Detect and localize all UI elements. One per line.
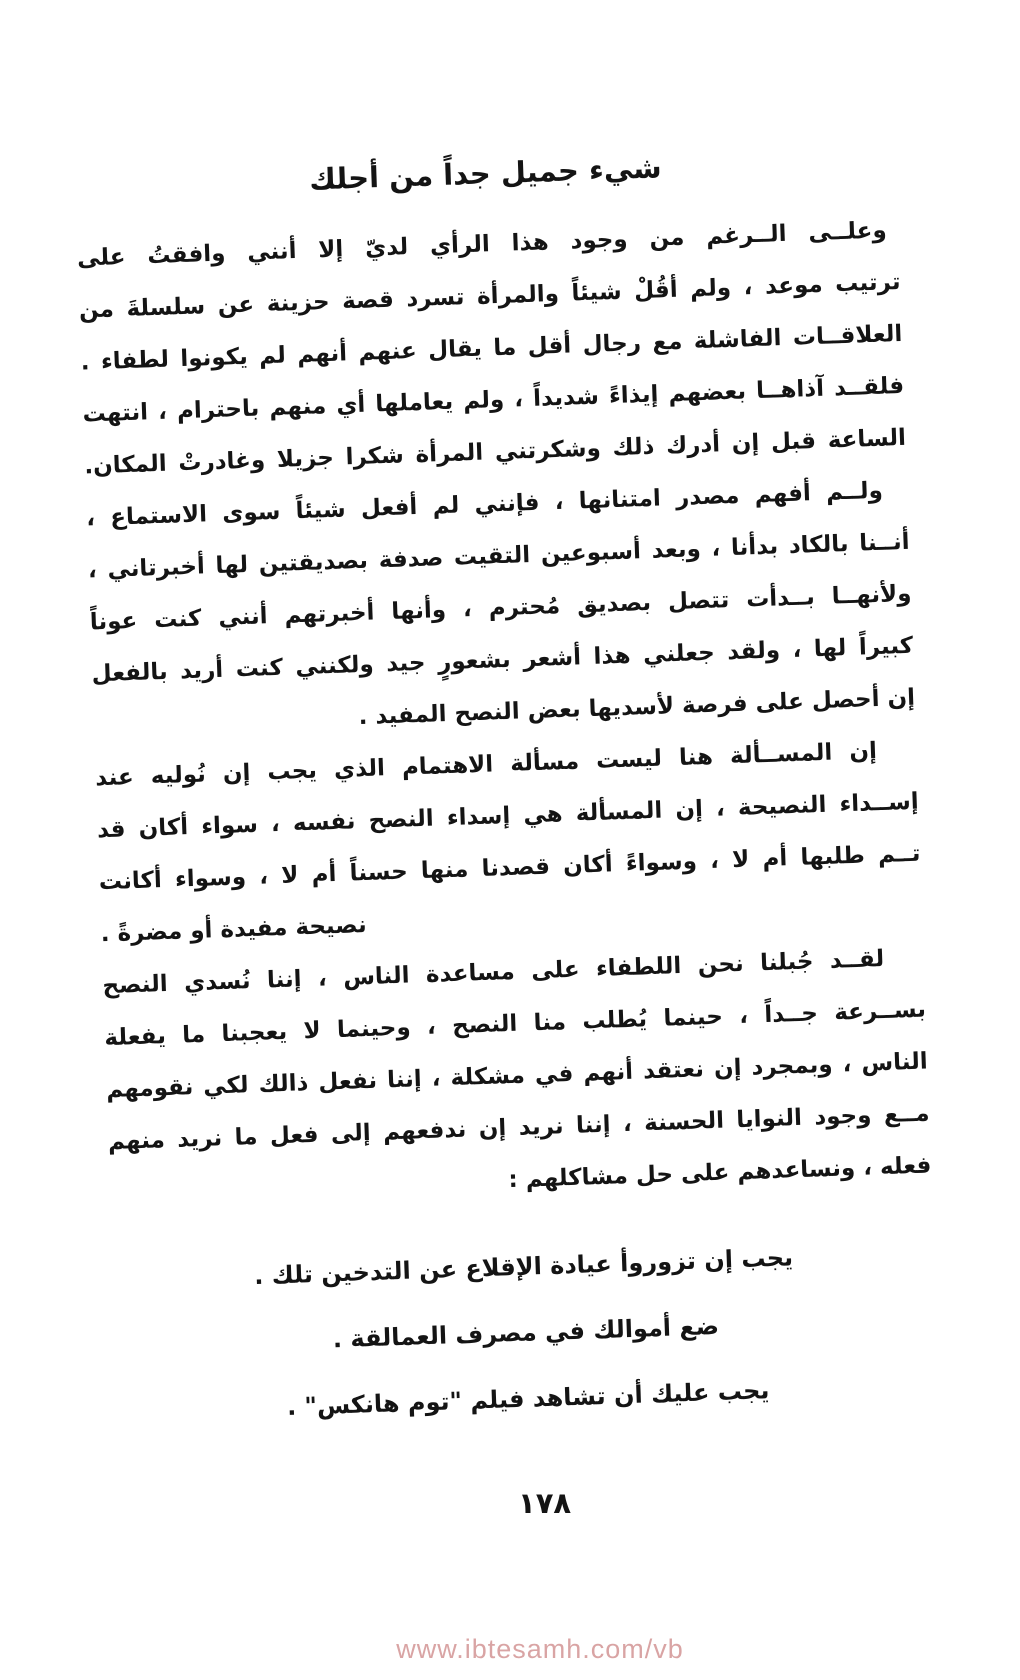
body-line: لقــد جُبلنا نحن اللطفاء على مساعدة الناس ، إننا نُسدي النصح <box>102 945 885 1000</box>
advice-list <box>112 1219 940 1446</box>
watermark-url: www.ibtesamh.com/vb <box>396 1634 684 1664</box>
body-line: كبيراً لها ، ولقد جعلني هذا أشعر بشعورٍ جيد ولكنني كنت أريد بالفعل <box>91 632 914 688</box>
page-title: شيء جميل جداً من أجلك <box>308 150 663 197</box>
body-line: إن المســألة هنا ليست مسألة الاهتمام الذي يجب إن نُوليه عند <box>94 738 878 792</box>
body-line: وعلــى الــرغم من وجود هذا الرأي لديّ إلا أنني وافقتُ على <box>76 217 888 272</box>
body-line: الساعة قبل إن أدرك ذلك وشكرتني المرأة شكرا جزيلا وغادرتْ المكان. <box>83 424 907 480</box>
body-line: تــم طلبها أم لا ، وسواءً أكان قصدنا منها حسناً أم لا ، وسواء أكانت <box>98 840 921 896</box>
page-number: ١٧٨ <box>518 1486 572 1520</box>
body-line: العلاقــات الفاشلة مع رجال أقل ما يقال عنهم أنهم لم يكونوا لطفاء . <box>80 320 903 376</box>
body-line: إســداء النصيحة ، إن المسألة هي إسداء النصح نفسه ، سواء أكان قد <box>96 788 920 844</box>
body-line: مــع وجود النوايا الحسنة ، إننا نريد إن ندفعهم إلى فعل ما نريد منهم <box>107 1100 930 1156</box>
text-block <box>74 136 940 1446</box>
list-item: يجب عليك أن تشاهد فيلم "توم هانكس" . <box>286 1376 770 1422</box>
body-line: بســرعة جــداً ، حينما يُطلب منا النصح ، وحينما لا يعجبنا ما يفعلة <box>103 996 927 1052</box>
list-item: ضع أموالك في مصرف العمالقة . <box>332 1311 720 1354</box>
body-line: إن أحصل على فرصة لأسديها بعض النصح المفيد . <box>358 684 916 731</box>
body-line: فلقــد آذاهــا بعضهم إيذاءً شديداً ، ولم يعاملها أي منهم باحترام ، انتهت <box>82 372 905 428</box>
body-line: أنــنا بالكاد بدأنا ، وبعد أسبوعين التقيت صدفة بصديقتين لها أخبرتاني ، <box>87 528 911 584</box>
body-line: ترتيب موعد ، ولم أقُلْ شيئاً والمرأة تسرد قصة حزينة عن سلسلةَ من <box>78 268 901 324</box>
body-line: نصيحة مفيدة أو مضرةً . <box>100 911 368 948</box>
body-line: ولــم أفهم مصدر امتنانها ، فإنني لم أفعل شيئاً سوى الاستماع ، <box>85 477 884 532</box>
body-line: فعله ، ونساعدهم على حل مشاكلهم : <box>508 1152 932 1194</box>
list-item: يجب إن تزوروأ عيادة الإقلاع عن التدخين تلك . <box>253 1243 794 1291</box>
body-line: ولأنهــا بــدأت تتصل بصديق مُحترم ، وأنها أخبرتهم أنني كنت عوناً <box>89 580 912 636</box>
body-line: الناس ، وبمجرد إن نعتقد أنهم في مشكلة ، إننا نفعل ذالك لكي نقومهم <box>105 1048 929 1104</box>
